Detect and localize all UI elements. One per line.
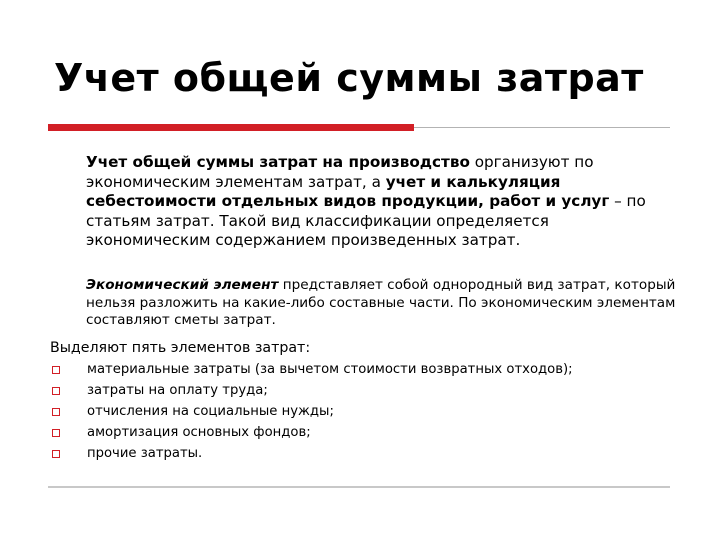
square-bullet-icon — [52, 387, 60, 395]
list-item — [50, 422, 573, 443]
slide-title: Учет общей суммы затрат — [54, 56, 644, 100]
paragraph-economic-element — [86, 277, 686, 330]
list-item-text: затраты на оплату труда; — [87, 383, 268, 398]
square-bullet-icon — [52, 450, 60, 458]
emphasis-economic-element: Экономический элемент — [86, 277, 279, 293]
list-lead: Выделяют пять элементов затрат: — [50, 340, 311, 356]
paragraph-text: – по статьям затрат. Такой вид классификации определяется экономическим содержанием произведенных затрат. — [86, 192, 646, 250]
emphasis-calculation: учет и калькуляция себестоимости отдельных видов продукции, работ и услуг — [86, 172, 610, 211]
title-accent-bar — [48, 124, 414, 131]
list-item — [50, 380, 573, 401]
list-item-text: амортизация основных фондов; — [87, 425, 311, 440]
square-bullet-icon — [52, 429, 60, 437]
paragraph-text: организуют по экономическим элементам затрат, а — [86, 153, 594, 191]
square-bullet-icon — [52, 366, 60, 374]
list-item — [50, 359, 573, 380]
list-item — [50, 443, 573, 464]
list-item-text: отчисления на социальные нужды; — [87, 404, 334, 419]
list-item-text: материальные затраты (за вычетом стоимости возвратных отходов); — [87, 362, 573, 377]
paragraph-cost-accounting — [86, 153, 676, 251]
paragraph-text: представляет собой однородный вид затрат, который нельзя разложить на какие-либо составные части. По экономическим элементам составляют сметы затрат. — [86, 277, 676, 329]
cost-elements-list — [50, 359, 573, 464]
list-item-text: прочие затраты. — [87, 446, 203, 461]
footer-rule — [48, 486, 670, 488]
square-bullet-icon — [52, 408, 60, 416]
emphasis-total-cost: Учет общей суммы затрат на производство — [86, 153, 470, 171]
list-item — [50, 401, 573, 422]
